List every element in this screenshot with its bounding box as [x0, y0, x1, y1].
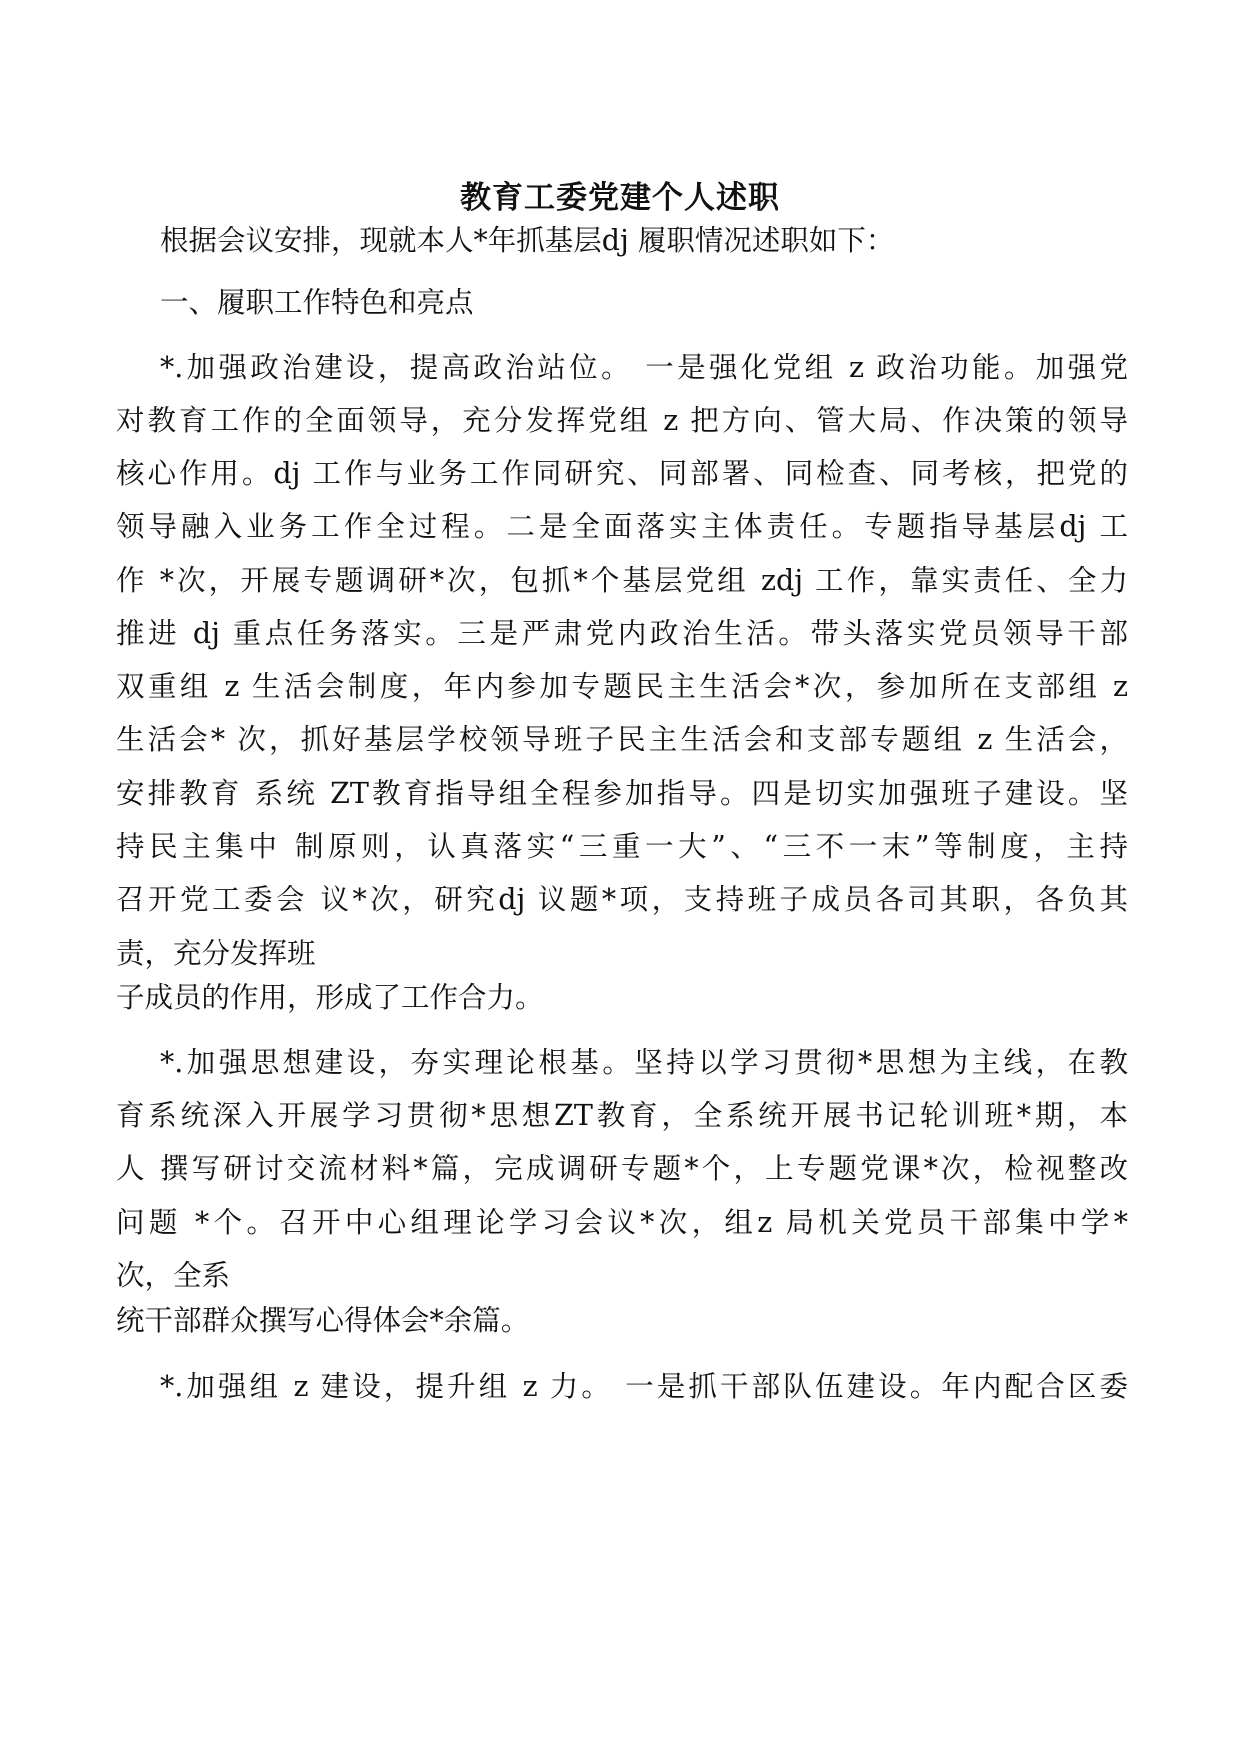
paragraph-line: 持民主集中 制原则，认真落实“三重一大”、“三不一末”等制度，主持 — [116, 830, 1128, 863]
paragraph-line: 人 撰写研讨交流材料*篇，完成调研专题*个，上专题党课*次，检视整改 — [116, 1152, 1128, 1185]
paragraph-line: 领导融入业务工作全过程。二是全面落实主体责任。专题指导基层dj 工 — [116, 510, 1128, 543]
paragraph-line: 召开党工委会 议*次，研究dj 议题*项，支持班子成员各司其职，各负其 — [116, 883, 1128, 916]
paragraph-line: 次，全系 — [116, 1259, 231, 1292]
paragraph-line: 对教育工作的全面领导，充分发挥党组 z 把方向、管大局、作决策的领导 — [116, 404, 1128, 437]
paragraph-line: 双重组 z 生活会制度，年内参加专题民主生活会*次，参加所在支部组 z — [116, 670, 1128, 703]
paragraph-line: 责，充分发挥班 — [116, 937, 316, 970]
paragraph-line: 作 *次，开展专题调研*次，包抓*个基层党组 zdj 工作，靠实责任、全力 — [116, 564, 1128, 597]
paragraph-line: 统干部群众撰写心得体会*余篇。 — [116, 1304, 530, 1337]
paragraph-line: *.加强思想建设，夯实理论根基。坚持以学习贯彻*思想为主线，在教 — [160, 1046, 1128, 1079]
paragraph-line: 推进 dj 重点任务落实。三是严肃党内政治生活。带头落实党员领导干部 — [116, 617, 1128, 650]
document-title: 教育工委党建个人述职 — [460, 180, 780, 216]
section-heading: 一、履职工作特色和亮点 — [160, 286, 474, 319]
paragraph-line: *.加强组 z 建设，提升组 z 力。 一是抓干部队伍建设。年内配合区委 — [160, 1370, 1128, 1403]
paragraph-line: 安排教育 系统 ZT教育指导组全程参加指导。四是切实加强班子建设。坚 — [116, 777, 1128, 810]
paragraph-line: 子成员的作用，形成了工作合力。 — [116, 981, 544, 1014]
paragraph-line: 育系统深入开展学习贯彻*思想ZT教育，全系统开展书记轮训班*期，本 — [116, 1099, 1128, 1132]
paragraph-line: *.加强政治建设，提高政治站位。 一是强化党组 z 政治功能。加强党 — [160, 351, 1128, 384]
paragraph-line: 生活会* 次，抓好基层学校领导班子民主生活会和支部专题组 z 生活会， — [116, 723, 1128, 756]
paragraph-line: 根据会议安排，现就本人*年抓基层dj 履职情况述职如下： — [160, 224, 895, 257]
paragraph-line: 核心作用。dj 工作与业务工作同研究、同部署、同检查、同考核，把党的 — [116, 457, 1128, 490]
paragraph-line: 问题 *个。召开中心组理论学习会议*次，组z 局机关党员干部集中学* — [116, 1206, 1128, 1239]
